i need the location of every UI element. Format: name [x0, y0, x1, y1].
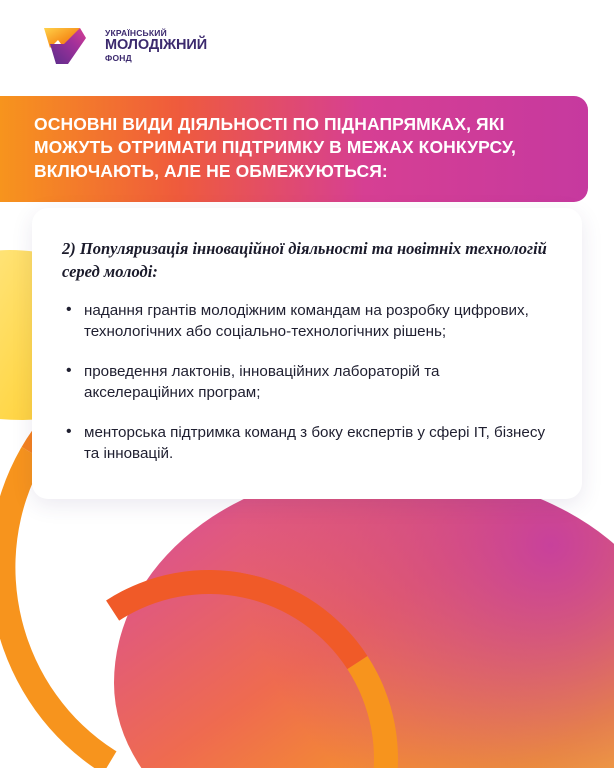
logo-line-2: МОЛОДІЖНИЙ [105, 37, 208, 54]
list-item: • надання грантів молодіжним командам на розробку цифрових, технологічних або соціально-технологічних рішень; [62, 300, 552, 343]
card-intro-text: 2) Популяризація інноваційної діяльності та новітніх технологій серед молоді: [62, 239, 547, 281]
logo-text [105, 29, 207, 63]
content-card [32, 208, 582, 499]
list-item: • менторська підтримка команд з боку експертів у сфері ІТ, бізнесу та інновацій. [62, 422, 552, 465]
logo-line-1: УКРАЇНСЬКИЙ [105, 28, 167, 38]
page-title: ОСНОВНІ ВИДИ ДІЯЛЬНОСТІ ПО ПІДНАПРЯМКАХ, ЯКІ МОЖУТЬ ОТРИМАТИ ПІДТРИМКУ В МЕЖАХ КОНКУРСУ, ВКЛЮЧАЮТЬ, АЛЕ НЕ ОБМЕЖУЮТЬСЯ: [34, 114, 516, 181]
logo-mark-icon [40, 22, 96, 70]
logo [40, 22, 207, 70]
activity-list [62, 300, 552, 465]
heading-banner [0, 96, 588, 202]
logo-line-3: ФОНД [105, 52, 132, 63]
list-item: • проведення лактонів, інноваційних лабораторій та акселераційних програм; [62, 361, 552, 404]
